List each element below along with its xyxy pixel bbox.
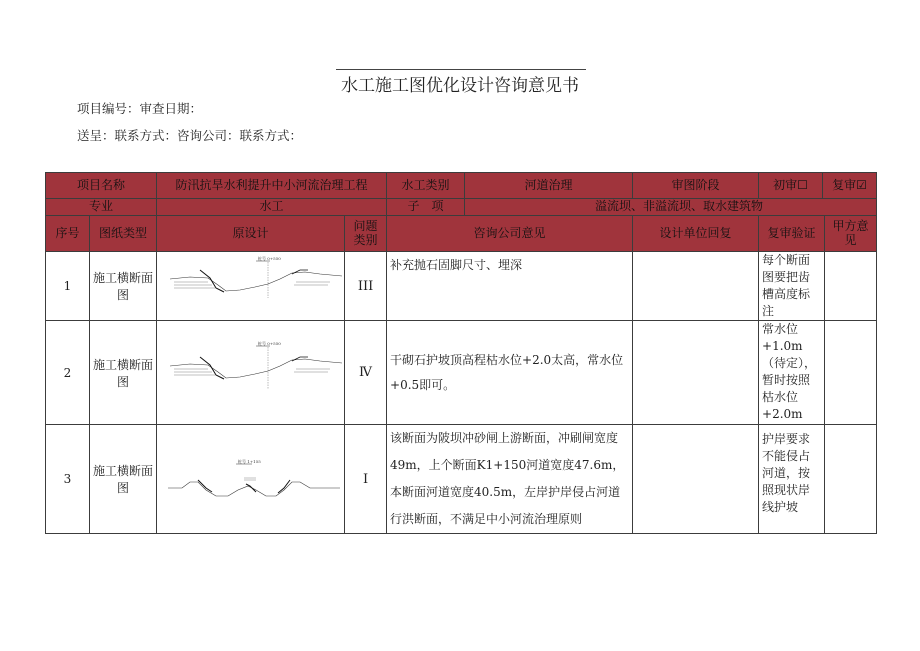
project-name-label: 项目名称: [46, 173, 157, 199]
col-owner-opinion: 甲方意见: [825, 216, 877, 252]
col-drawing-type: 图纸类型: [90, 216, 157, 252]
meta-line-project: 项目编号：审查日期：: [77, 101, 203, 116]
header-row-project: [46, 173, 877, 199]
row-recheck: 每个断面图要把齿槽高度标注: [759, 252, 825, 321]
row-consultant-opinion: 该断面为陂坝冲砂闸上游断面，冲刷闸宽度49m，上个断面K1+150河道宽度47.6m，本断面河道宽度40.5m，左岸护岸侵占河道行洪断面，不满足中小河流治理原则: [387, 425, 633, 534]
drawing-station-label: 桩号 0+550: [258, 256, 281, 261]
row-drawing-type: 施工横断面图: [90, 321, 157, 425]
project-name-value: 防汛抗旱水利提升中小河流治理工程: [157, 173, 387, 199]
drawing-station-label: 桩号 1+155: [238, 458, 261, 464]
row-consultant-opinion: 补充抛石固脚尺寸、埋深: [387, 252, 633, 321]
table-row: [46, 252, 877, 321]
row-owner-opinion: [825, 321, 877, 425]
row-designer-reply: [633, 425, 759, 534]
row-consultant-opinion: 干砌石护坡顶高程枯水位+2.0太高，常水位+0.5即可。: [387, 321, 633, 425]
row-designer-reply: [633, 252, 759, 321]
row-seq: 1: [46, 252, 90, 321]
specialty-label: 专业: [46, 199, 157, 216]
opinion-table: [45, 172, 877, 534]
category-label: 水工类别: [387, 173, 465, 199]
drawing-station-label: 桩号 0+550: [258, 341, 281, 346]
title-rule: [336, 69, 586, 70]
col-designer-reply: 设计单位回复: [633, 216, 759, 252]
cross-section-drawing: [157, 321, 345, 425]
row-drawing-type: 施工横断面图: [90, 425, 157, 534]
row-designer-reply: [633, 321, 759, 425]
table-row: [46, 425, 877, 534]
subitem-label: 子 项: [387, 199, 465, 216]
first-review-option: 初审☐: [759, 173, 823, 199]
meta-line-contact: 送呈：联系方式：咨询公司：联系方式：: [77, 128, 303, 143]
col-recheck: 复审验证: [759, 216, 825, 252]
row-recheck: 护岸要求不能侵占河道，按照现状岸线护坡: [759, 425, 825, 534]
re-review-option: 复审☑: [823, 173, 877, 199]
row-issue-category: Ⅳ: [345, 321, 387, 425]
stage-label: 审图阶段: [633, 173, 759, 199]
col-seq: 序号: [46, 216, 90, 252]
row-seq: 3: [46, 425, 90, 534]
document-title: 水工施工图优化设计咨询意见书: [341, 76, 579, 96]
row-owner-opinion: [825, 252, 877, 321]
header-row-specialty: [46, 199, 877, 216]
col-issue-category: 问题类别: [345, 216, 387, 252]
table-row: [46, 321, 877, 425]
cross-section-drawing: [157, 425, 345, 534]
subitem-value: 溢流坝、非溢流坝、取水建筑物: [465, 199, 877, 216]
col-original-design: 原设计: [157, 216, 345, 252]
row-drawing-type: 施工横断面图: [90, 252, 157, 321]
col-consultant-opinion: 咨询公司意见: [387, 216, 633, 252]
row-recheck: 常水位+1.0m（待定），暂时按照枯水位+2.0m: [759, 321, 825, 425]
column-header-row: [46, 216, 877, 252]
row-issue-category: III: [345, 252, 387, 321]
row-seq: 2: [46, 321, 90, 425]
category-value: 河道治理: [465, 173, 633, 199]
row-owner-opinion: [825, 425, 877, 534]
row-issue-category: I: [345, 425, 387, 534]
specialty-value: 水工: [157, 199, 387, 216]
cross-section-drawing: [157, 252, 345, 321]
